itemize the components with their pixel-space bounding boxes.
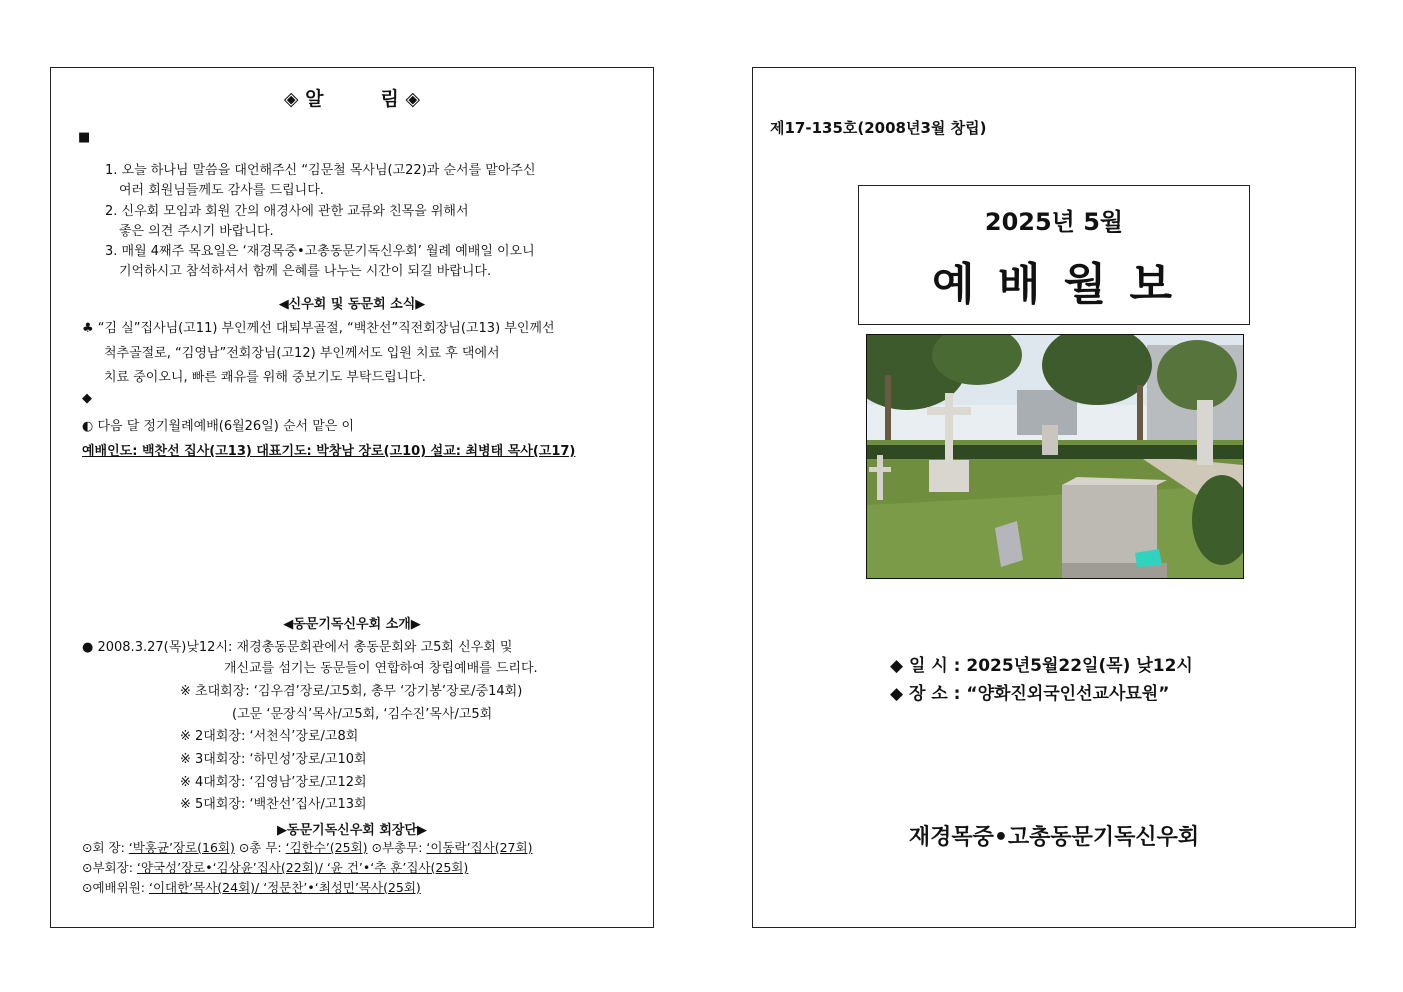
board-value-president: ‘박홍균’장로(16회) (128, 840, 235, 855)
notice-line-3: 2. 신우회 모임과 회원 간의 애경사에 관한 교류와 친목을 위해서 (105, 204, 469, 219)
news-title: ◀신우회 및 동문회 소식▶ (278, 297, 426, 312)
news-line-1: ♣ “김 실”집사님(고11) 부인께선 대퇴부골절, “백찬선”직전회장님(고13) 부인께선 (82, 321, 555, 336)
board-row-1 (82, 838, 532, 856)
board-value-vice-secretary: ‘이동락’집사(27회) (426, 840, 533, 855)
board-value-vice-president: ‘양국성’장로•‘김상윤’집사(22회)/ ‘윤 건’•‘추 훈’집사(25회) (136, 860, 469, 875)
next-month-roles: 예배인도: 백찬선 집사(고13) 대표기도: 박창남 장로(고10) 설교: 최병태 목사(고17) (82, 444, 576, 459)
president-2: ※ 2대회장: ‘서천식’장로/고8회 (180, 729, 359, 744)
notice-line-2: 여러 회원님들께도 감사를 드립니다. (119, 183, 324, 198)
board-value-worship: ‘이대한’목사(24회)/ ‘정문찬’•‘최성민’목사(25회) (148, 880, 421, 895)
news-line-2: 척추골절로, “김영남”전회장님(고12) 부인께서도 입원 치료 후 댁에서 (104, 346, 500, 361)
board-value-secretary: ‘김한수’(25회) (285, 840, 368, 855)
organization-name: 재경목중•고총동문기독신우회 (908, 825, 1200, 850)
board-title: ▶동문기독신우회 회장단▶ (276, 823, 428, 838)
service-datetime: ◆ 일 시 : 2025년5월22일(목) 낮12시 (890, 656, 1193, 676)
issue-number: 제17-135호(2008년3월 창립) (770, 119, 987, 137)
intro-line-2: 개신교를 섬기는 동문들이 연합하여 창립예배를 드리다. (224, 661, 538, 676)
cemetery-photo-illustration (867, 335, 1243, 578)
square-bullet: ■ (78, 130, 91, 145)
right-page (752, 67, 1356, 928)
intro-title: ◀동문기독신우회 소개▶ (283, 617, 421, 632)
board-label-secretary: ⊙총 무: (234, 840, 286, 855)
cemetery-photo (866, 334, 1244, 579)
board-label-vice-secretary: ⊙부총무: (367, 840, 427, 855)
news-line-3: 치료 중이오니, 빠른 쾌유를 위해 중보기도 부탁드립니다. (104, 370, 426, 385)
notice-line-6: 기억하시고 참석하셔서 함께 은혜를 나누는 시간이 되길 바랍니다. (119, 264, 492, 279)
notice-line-1: 1. 오늘 하나님 말씀을 대언해주신 “김문철 목사님(고22)과 순서를 맡아주신 (105, 163, 536, 178)
president-advisors: (고문 ‘문장식’목사/고5회, ‘김수진’목사/고5회 (232, 707, 493, 722)
board-label-president: ⊙회 장: (82, 840, 129, 855)
president-3: ※ 3대회장: ‘하민성’장로/고10회 (180, 752, 367, 767)
notice-line-4: 좋은 의견 주시기 바랍니다. (119, 224, 274, 239)
board-label-worship: ⊙예배위원: (82, 880, 149, 895)
president-5: ※ 5대회장: ‘백찬선’집사/고13회 (180, 797, 367, 812)
title-box (858, 185, 1250, 325)
president-1: ※ 초대회장: ‘김우겸’장로/고5회, 총무 ‘강기봉’장로/중14회) (180, 684, 523, 699)
board-row-2 (82, 858, 468, 876)
president-4: ※ 4대회장: ‘김영남’장로/고12회 (180, 775, 367, 790)
notice-line-5: 3. 매월 4째주 목요일은 ‘재경목중•고총동문기독신우회’ 월례 예배일 이오니 (105, 244, 535, 259)
board-row-3 (82, 878, 421, 896)
board-label-vice-president: ⊙부회장: (82, 860, 137, 875)
bulletin-title: 예 배 월 보 (932, 259, 1176, 310)
month-heading: 2025년 5월 (984, 208, 1124, 236)
intro-line-1: ● 2008.3.27(목)낮12시: 재경총동문회관에서 총동문회와 고5회 신우회 및 (82, 640, 513, 655)
next-month-line: ◐ 다음 달 정기월례예배(6월26일) 순서 맡은 이 (82, 419, 355, 434)
notice-title: ◈ 알 림 ◈ (283, 88, 421, 110)
left-page (50, 67, 654, 928)
service-place: ◆ 장 소 : “양화진외국인선교사묘원” (890, 684, 1170, 704)
diamond-bullet: ◆ (82, 391, 92, 406)
